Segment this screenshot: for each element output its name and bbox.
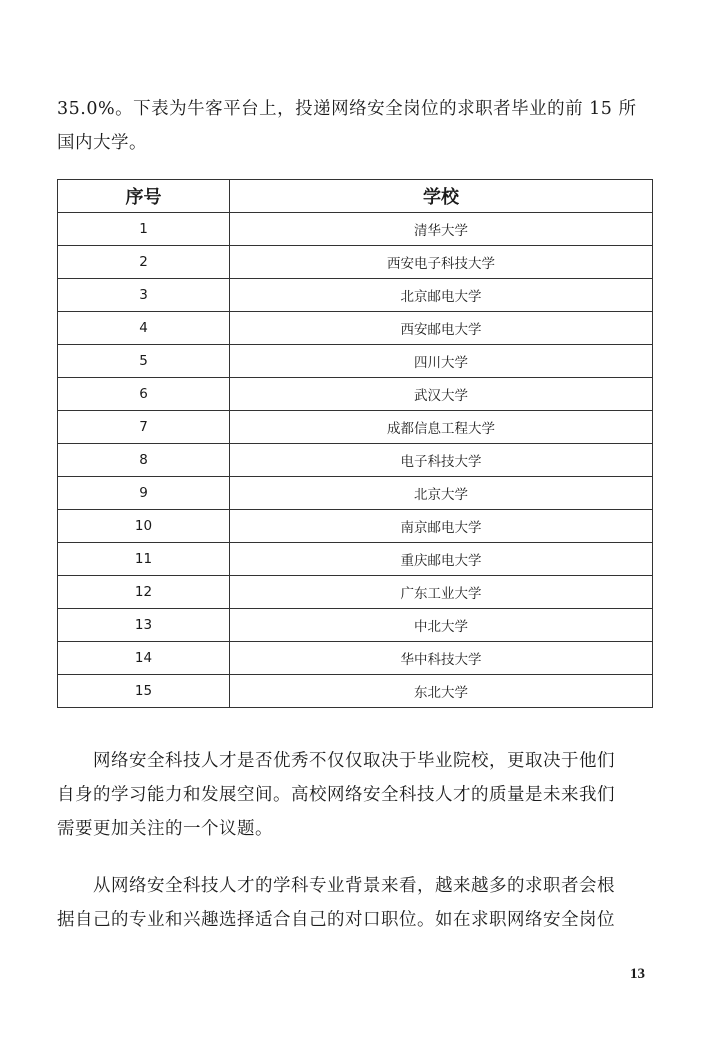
school-cell: 北京邮电大学 xyxy=(230,279,653,312)
school-cell: 北京大学 xyxy=(230,477,653,510)
table-row xyxy=(58,576,653,609)
school-cell: 中北大学 xyxy=(230,609,653,642)
table-row xyxy=(58,642,653,675)
school-cell: 东北大学 xyxy=(230,675,653,708)
table-row xyxy=(58,246,653,279)
school-cell: 西安邮电大学 xyxy=(230,312,653,345)
rank-cell: 4 xyxy=(58,312,230,345)
rank-cell: 6 xyxy=(58,378,230,411)
table-row xyxy=(58,279,653,312)
paragraph2-line-1: 从网络安全科技人才的学科专业背景来看，越来越多的求职者会根 xyxy=(93,876,615,896)
table-row xyxy=(58,477,653,510)
rank-cell: 7 xyxy=(58,411,230,444)
table-row xyxy=(58,675,653,708)
table-row xyxy=(58,510,653,543)
rank-cell: 11 xyxy=(58,543,230,576)
paragraph1-line-1: 网络安全科技人才是否优秀不仅仅取决于毕业院校，更取决于他们 xyxy=(93,751,615,771)
table-row xyxy=(58,609,653,642)
university-ranking-table xyxy=(57,179,653,708)
table-header-row xyxy=(58,180,653,213)
table-row xyxy=(58,444,653,477)
school-cell: 广东工业大学 xyxy=(230,576,653,609)
header-school: 学校 xyxy=(230,180,653,213)
rank-cell: 14 xyxy=(58,642,230,675)
table-row xyxy=(58,213,653,246)
table-row xyxy=(58,378,653,411)
school-cell: 华中科技大学 xyxy=(230,642,653,675)
rank-cell: 1 xyxy=(58,213,230,246)
school-cell: 成都信息工程大学 xyxy=(230,411,653,444)
school-cell: 武汉大学 xyxy=(230,378,653,411)
intro-line-1: 35.0%。下表为牛客平台上，投递网络安全岗位的求职者毕业的前 15 所 xyxy=(57,99,637,119)
rank-cell: 2 xyxy=(58,246,230,279)
paragraph2-line-2: 据自己的专业和兴趣选择适合自己的对口职位。如在求职网络安全岗位 xyxy=(57,910,615,930)
body-paragraph-2 xyxy=(57,869,657,937)
table-row xyxy=(58,312,653,345)
school-cell: 电子科技大学 xyxy=(230,444,653,477)
body-paragraph-1 xyxy=(57,744,657,846)
school-cell: 南京邮电大学 xyxy=(230,510,653,543)
school-cell: 清华大学 xyxy=(230,213,653,246)
intro-line-2: 国内大学。 xyxy=(57,133,147,153)
rank-cell: 8 xyxy=(58,444,230,477)
school-cell: 西安电子科技大学 xyxy=(230,246,653,279)
table-row xyxy=(58,345,653,378)
rank-cell: 3 xyxy=(58,279,230,312)
rank-cell: 5 xyxy=(58,345,230,378)
page-number: 13 xyxy=(630,966,645,982)
rank-cell: 15 xyxy=(58,675,230,708)
table-row xyxy=(58,411,653,444)
header-rank: 序号 xyxy=(58,180,230,213)
school-cell: 四川大学 xyxy=(230,345,653,378)
school-cell: 重庆邮电大学 xyxy=(230,543,653,576)
intro-paragraph xyxy=(57,92,657,160)
paragraph1-line-2: 自身的学习能力和发展空间。高校网络安全科技人才的质量是未来我们 xyxy=(57,785,615,805)
paragraph1-line-3: 需要更加关注的一个议题。 xyxy=(57,819,273,839)
rank-cell: 9 xyxy=(58,477,230,510)
rank-cell: 13 xyxy=(58,609,230,642)
rank-cell: 12 xyxy=(58,576,230,609)
table-row xyxy=(58,543,653,576)
rank-cell: 10 xyxy=(58,510,230,543)
